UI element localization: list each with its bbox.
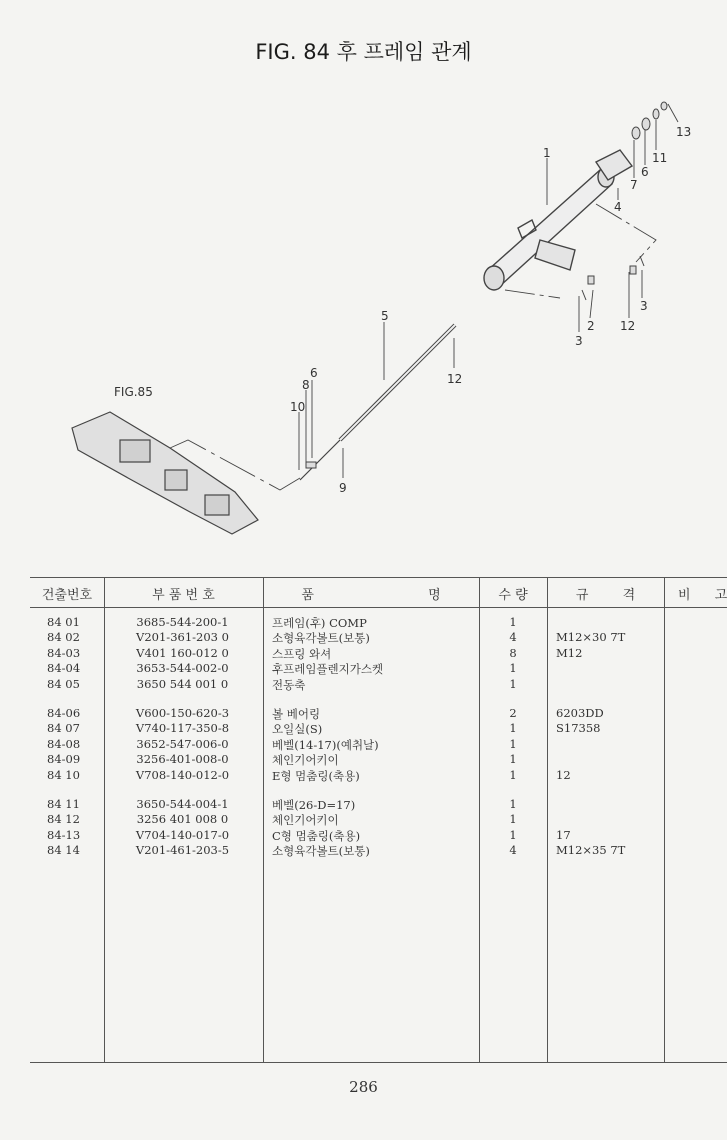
table-row: [0, 828, 727, 843]
part-number: V740-117-350-8: [135, 721, 230, 736]
drive-shaft: [300, 325, 455, 480]
row-group-gap: [0, 783, 727, 797]
table-row: [0, 812, 727, 827]
quantity: 4: [509, 630, 517, 645]
exploded-parts-diagram: [0, 0, 727, 560]
page-number: 286: [349, 1078, 378, 1096]
specification: M12×35 7T: [556, 843, 626, 858]
callout-3b: 3: [640, 299, 648, 313]
table-row: [0, 843, 727, 858]
part-name: 소형육각볼트(보통): [272, 844, 370, 859]
row-group-gap: [0, 692, 727, 706]
callout-11: 11: [652, 151, 668, 165]
bolts: [582, 256, 644, 300]
callout-10: 10: [290, 400, 306, 414]
header-spec: 규 격: [575, 588, 636, 603]
part-number: 3653-544-002-0: [136, 661, 229, 676]
callout-1: 1: [543, 146, 551, 160]
part-number: V401 160-012 0: [136, 645, 229, 660]
header-part-name: 품 명: [301, 588, 441, 603]
flange-parts: [632, 102, 667, 139]
item-number: 84-13: [47, 827, 81, 842]
part-name: 프레임(후) COMP: [272, 616, 367, 630]
table-row: [0, 737, 727, 752]
rear-frame-tube: [484, 150, 632, 290]
table-row: [0, 768, 727, 783]
quantity: 1: [509, 767, 517, 782]
figure-title: FIG. 84 후 프레임 관계: [255, 40, 472, 64]
item-number: 84-03: [47, 645, 81, 660]
specification: M12: [556, 645, 583, 660]
part-number: 3650-544-004-1: [136, 796, 229, 811]
quantity: 1: [509, 827, 517, 842]
callout-6b: 6: [641, 165, 649, 179]
parts-table: [0, 577, 727, 1063]
item-number: 84 11: [47, 796, 80, 811]
table-row: [0, 677, 727, 692]
callout-9: 9: [339, 481, 347, 495]
specification: 12: [556, 767, 571, 782]
quantity: 1: [509, 752, 517, 767]
quantity: 1: [509, 615, 517, 629]
callout-6a: 6: [310, 366, 318, 380]
part-number: V708-140-012-0: [135, 767, 230, 782]
quantity: 4: [509, 843, 517, 858]
quantity: 1: [509, 796, 517, 811]
part-number: 3685-544-200-1: [136, 615, 229, 629]
table-row: [0, 752, 727, 767]
table-top-rule: [30, 577, 727, 578]
table-row: [0, 615, 727, 630]
part-name: 체인기어키이: [272, 813, 339, 828]
part-name: 베벨(14-17)(예취날): [272, 737, 379, 752]
part-name: C형 멈춤링(축용): [272, 828, 361, 843]
quantity: 1: [509, 736, 517, 751]
item-number: 84 07: [47, 721, 80, 736]
item-number: 84 14: [47, 843, 80, 858]
table-row: [0, 797, 727, 812]
part-name: 베벨(26-D=17): [272, 797, 356, 812]
part-name: 스프링 와셔: [272, 646, 332, 661]
part-name: 소형육각볼트(보통): [272, 631, 370, 646]
quantity: 1: [509, 812, 517, 827]
callout-5: 5: [381, 309, 389, 323]
part-name: E형 멈춤링(축용): [272, 768, 360, 783]
table-row: [0, 721, 727, 736]
callout-2: 2: [587, 319, 595, 333]
part-number: V201-361-203 0: [136, 630, 229, 645]
specification: 6203DD: [556, 705, 604, 720]
header-quantity: 수 량: [498, 588, 528, 603]
quantity: 1: [509, 721, 517, 736]
item-number: 84 02: [47, 630, 80, 645]
part-name: 오일실(S): [272, 722, 323, 737]
fig-85-reference: FIG.85: [114, 385, 153, 399]
part-number: V704-140-017-0: [135, 827, 230, 842]
item-number: 84-06: [47, 705, 81, 720]
item-number: 84 01: [47, 615, 80, 629]
callout-3a: 3: [575, 334, 583, 348]
callout-13: 13: [676, 125, 692, 139]
item-number: 84 05: [47, 676, 80, 691]
item-number: 84-08: [47, 736, 81, 751]
table-bottom-rule: [30, 1062, 727, 1063]
specification: 17: [556, 827, 571, 842]
part-number: 3256 401 008 0: [136, 812, 229, 827]
table-row: [0, 706, 727, 721]
quantity: 8: [509, 645, 517, 660]
table-header-rule: [30, 607, 727, 608]
part-number: 3650 544 001 0: [136, 676, 229, 691]
item-number: 84-04: [47, 661, 81, 676]
part-name: 후프레임플렌지가스켓: [272, 662, 384, 677]
quantity: 1: [509, 676, 517, 691]
header-no: 건출번호: [41, 588, 93, 603]
table-row: [0, 630, 727, 645]
part-number: 3256-401-008-0: [136, 752, 229, 767]
quantity: 1: [509, 661, 517, 676]
callout-12a: 12: [447, 372, 463, 386]
gearbox-assembly: [72, 412, 258, 534]
callout-8: 8: [302, 378, 310, 392]
part-number: V600-150-620-3: [135, 705, 230, 720]
part-name: 전동축: [272, 677, 306, 692]
item-number: 84-09: [47, 752, 81, 767]
callout-7: 7: [630, 178, 638, 192]
header-remark: 비 고: [678, 588, 727, 603]
header-part-number: 부 품 번 호: [152, 588, 215, 603]
table-row: [0, 646, 727, 661]
callout-12b: 12: [620, 319, 636, 333]
table-row: [0, 661, 727, 676]
part-number: V201-461-203-5: [135, 843, 230, 858]
table-body: [0, 615, 727, 858]
specification: M12×30 7T: [556, 630, 626, 645]
part-name: 체인기어키이: [272, 753, 339, 768]
part-number: 3652-547-006-0: [136, 736, 229, 751]
item-number: 84 12: [47, 812, 80, 827]
item-number: 84 10: [47, 767, 80, 782]
callout-4: 4: [614, 200, 622, 214]
part-name: 볼 베어링: [272, 706, 321, 721]
quantity: 2: [509, 705, 517, 720]
specification: S17358: [556, 721, 601, 736]
